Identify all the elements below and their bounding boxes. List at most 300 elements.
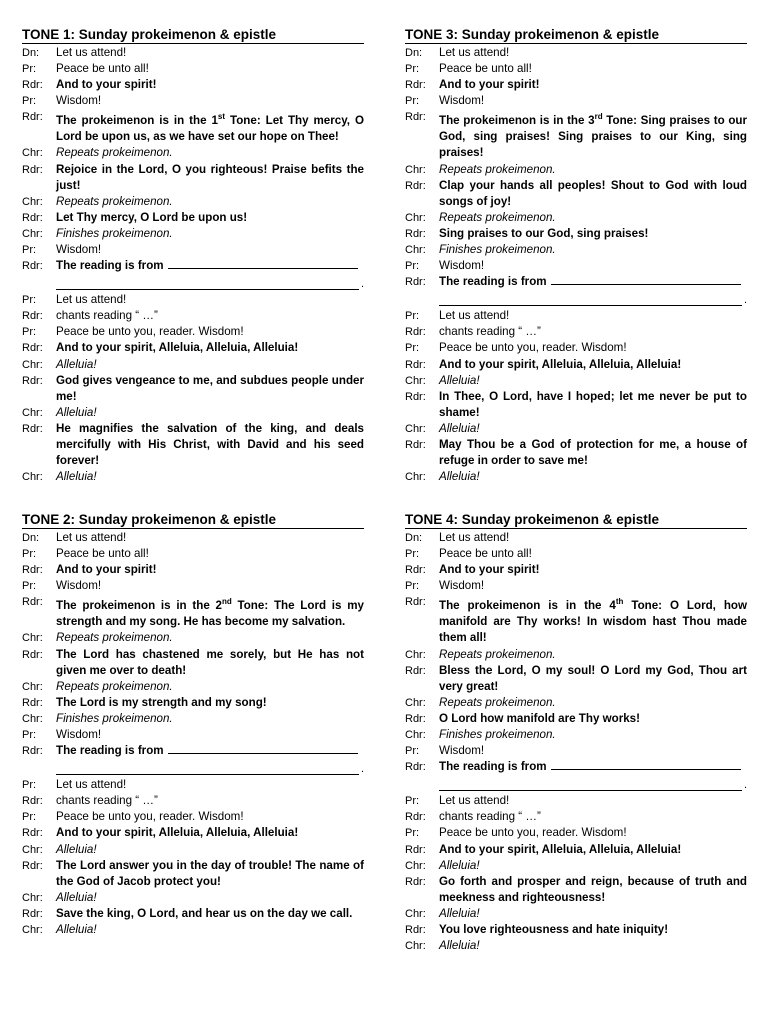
line-text bbox=[439, 93, 747, 109]
blank-period: . bbox=[743, 779, 747, 792]
dialogue-line bbox=[22, 405, 364, 421]
line-text bbox=[439, 793, 747, 809]
speaker-label: Chr: bbox=[405, 859, 426, 872]
dialogue-line bbox=[405, 562, 747, 578]
line-text-content: Alleluia! bbox=[439, 373, 480, 387]
speaker-label: Rdr: bbox=[405, 179, 426, 192]
line-text-content: Clap your hands all peoples! Shout to God with loud songs of joy! bbox=[439, 178, 747, 208]
speaker-label: Chr: bbox=[22, 680, 43, 693]
line-text-content: And to your spirit! bbox=[56, 563, 157, 577]
dialogue-line bbox=[22, 842, 364, 858]
dialogue-line bbox=[22, 695, 364, 711]
dialogue-line bbox=[405, 389, 747, 421]
line-text-content: May Thou be a God of protection for me, a house of refuge in order to save me! bbox=[439, 438, 747, 468]
dialogue-line bbox=[405, 546, 747, 562]
line-text-content: Wisdom! bbox=[439, 744, 485, 758]
dialogue-line bbox=[405, 793, 747, 809]
line-text-content: The prokeimenon is in the 3rd Tone: Sing praises to our God, sing praises! Sing praises to our King, sing praises! bbox=[439, 112, 747, 160]
dialogue-line bbox=[405, 61, 747, 77]
line-text bbox=[56, 357, 364, 373]
speaker-label: Chr: bbox=[22, 195, 43, 208]
speaker-label: Rdr: bbox=[22, 422, 43, 435]
speaker-label: Chr: bbox=[405, 940, 426, 953]
line-text-content: Peace be unto all! bbox=[439, 62, 532, 76]
blank-period: . bbox=[360, 763, 364, 776]
dialogue-line bbox=[405, 922, 747, 938]
speaker-label: Pr: bbox=[22, 580, 37, 593]
speaker-label: Chr: bbox=[405, 374, 426, 387]
blank-underline bbox=[56, 762, 359, 775]
line-text-content: Peace be unto you, reader. Wisdom! bbox=[56, 325, 244, 339]
dialogue-line bbox=[405, 324, 747, 340]
line-text bbox=[56, 421, 364, 469]
line-text-content: Wisdom! bbox=[56, 727, 102, 741]
line-text bbox=[439, 242, 747, 258]
dialogue-line bbox=[22, 340, 364, 356]
line-text bbox=[439, 258, 747, 274]
line-text-content: In Thee, O Lord, have I hoped; let me never be put to shame! bbox=[439, 389, 747, 419]
line-text bbox=[56, 743, 364, 759]
dialogue-line bbox=[22, 373, 364, 405]
speaker-label: Pr: bbox=[22, 63, 37, 76]
blank-period: . bbox=[743, 294, 747, 307]
speaker-label: Chr: bbox=[22, 712, 43, 725]
speaker-label: Pr: bbox=[22, 779, 37, 792]
dialogue-line bbox=[405, 45, 747, 61]
line-text bbox=[439, 727, 747, 743]
section-title: TONE 1: Sunday prokeimenon & epistle bbox=[22, 27, 364, 44]
line-text-content: Alleluia! bbox=[56, 923, 97, 937]
line-text bbox=[439, 210, 747, 226]
line-text bbox=[56, 162, 364, 194]
line-text bbox=[56, 61, 364, 77]
line-text bbox=[56, 562, 364, 578]
speaker-label: Dn: bbox=[22, 532, 40, 544]
line-text bbox=[56, 793, 364, 809]
line-text bbox=[56, 340, 364, 356]
dialogue-line bbox=[22, 727, 364, 743]
speaker-label: Dn: bbox=[405, 532, 423, 544]
dialogue-line bbox=[405, 242, 747, 258]
dialogue-line bbox=[405, 469, 747, 485]
line-text-content: You love righteousness and hate iniquity! bbox=[439, 923, 669, 937]
line-text bbox=[56, 842, 364, 858]
line-text-content: Wisdom! bbox=[439, 94, 485, 108]
dialogue-line bbox=[405, 437, 747, 469]
dialogue-line bbox=[405, 825, 747, 841]
line-text bbox=[439, 922, 747, 938]
dialogue-line bbox=[22, 562, 364, 578]
line-text bbox=[439, 162, 747, 178]
line-text-content: And to your spirit, Alleluia, Alleluia, Alleluia! bbox=[439, 842, 682, 856]
speaker-label: Rdr: bbox=[405, 596, 426, 609]
speaker-label: Rdr: bbox=[22, 374, 43, 387]
line-text-content: Wisdom! bbox=[56, 579, 102, 593]
dialogue-line bbox=[405, 93, 747, 109]
speaker-label: Pr: bbox=[22, 243, 37, 256]
speaker-label: Rdr: bbox=[405, 358, 426, 371]
line-text bbox=[56, 630, 364, 646]
reading-blank bbox=[551, 274, 741, 285]
reading-blank bbox=[168, 258, 358, 269]
line-text-content: Let us attend! bbox=[56, 778, 127, 792]
speaker-label: Pr: bbox=[405, 745, 420, 758]
line-text bbox=[439, 469, 747, 485]
line-text-content: The Lord has chastened me sorely, but He has not given me over to death! bbox=[56, 647, 364, 677]
line-text bbox=[56, 93, 364, 109]
dialogue-line bbox=[22, 210, 364, 226]
line-text bbox=[56, 145, 364, 161]
dialogue-line bbox=[22, 890, 364, 906]
line-text-content: Finishes prokeimenon. bbox=[56, 226, 173, 240]
line-text-content: The prokeimenon is in the 1st Tone: Let Thy mercy, O Lord be upon us, as we have set our hope on Thee! bbox=[56, 112, 364, 144]
speaker-label: Rdr: bbox=[405, 811, 426, 824]
dialogue-line bbox=[405, 711, 747, 727]
line-text-content: Alleluia! bbox=[56, 470, 97, 484]
speaker-label: Rdr: bbox=[22, 827, 43, 840]
line-text bbox=[439, 647, 747, 663]
reading-blank-line bbox=[439, 290, 747, 306]
line-text-content: Let us attend! bbox=[56, 531, 127, 544]
speaker-label: Pr: bbox=[405, 260, 420, 273]
line-text-content: Repeats prokeimenon. bbox=[439, 210, 556, 224]
line-text-content: Alleluia! bbox=[56, 842, 97, 856]
line-text-content: Repeats prokeimenon. bbox=[56, 146, 173, 160]
line-text bbox=[439, 437, 747, 469]
line-text bbox=[439, 77, 747, 93]
speaker-label: Chr: bbox=[405, 696, 426, 709]
dialogue-line bbox=[405, 874, 747, 906]
dialogue-line bbox=[405, 759, 747, 775]
line-text bbox=[439, 578, 747, 594]
section-title: TONE 2: Sunday prokeimenon & epistle bbox=[22, 512, 364, 529]
speaker-label: Rdr: bbox=[405, 564, 426, 577]
dialogue-line bbox=[405, 530, 747, 546]
line-text bbox=[439, 546, 747, 562]
speaker-label: Rdr: bbox=[405, 712, 426, 725]
line-text bbox=[56, 594, 364, 630]
line-text-content: Alleluia! bbox=[56, 357, 97, 371]
dialogue-line bbox=[405, 727, 747, 743]
line-text-content: Alleluia! bbox=[439, 939, 480, 953]
line-text-content: The reading is from bbox=[56, 744, 164, 758]
line-text-content: Sing praises to our God, sing praises! bbox=[439, 226, 649, 240]
speaker-label: Chr: bbox=[405, 163, 426, 176]
speaker-label: Rdr: bbox=[405, 111, 426, 124]
speaker-label: Pr: bbox=[22, 548, 37, 561]
line-text-content: Wisdom! bbox=[439, 259, 485, 273]
speaker-label: Rdr: bbox=[405, 843, 426, 856]
line-text bbox=[439, 226, 747, 242]
line-text-content: Repeats prokeimenon. bbox=[439, 695, 556, 709]
dialogue-line bbox=[22, 324, 364, 340]
line-text-content: Peace be unto you, reader. Wisdom! bbox=[439, 826, 627, 840]
line-text bbox=[56, 469, 364, 485]
dialogue-line bbox=[405, 210, 747, 226]
line-text bbox=[56, 45, 364, 61]
line-text bbox=[56, 711, 364, 727]
dialogue-line bbox=[405, 594, 747, 646]
line-text bbox=[56, 858, 364, 890]
line-text bbox=[56, 578, 364, 594]
speaker-label: Chr: bbox=[405, 907, 426, 920]
line-text bbox=[439, 759, 747, 775]
line-text bbox=[56, 324, 364, 340]
speaker-label: Pr: bbox=[22, 811, 37, 824]
speaker-label: Pr: bbox=[405, 827, 420, 840]
speaker-label: Rdr: bbox=[405, 439, 426, 452]
line-text-content: Let us attend! bbox=[439, 794, 510, 808]
line-text bbox=[56, 405, 364, 421]
line-text bbox=[439, 178, 747, 210]
speaker-label: Chr: bbox=[405, 648, 426, 661]
speaker-label: Pr: bbox=[22, 95, 37, 108]
dialogue-line bbox=[22, 45, 364, 61]
speaker-label: Rdr: bbox=[405, 79, 426, 92]
line-text bbox=[56, 373, 364, 405]
line-text bbox=[56, 258, 364, 274]
line-text-content: Finishes prokeimenon. bbox=[56, 711, 173, 725]
dialogue-line bbox=[22, 61, 364, 77]
line-text bbox=[56, 292, 364, 308]
dialogue-line bbox=[22, 546, 364, 562]
dialogue-line bbox=[22, 711, 364, 727]
speaker-label: Rdr: bbox=[22, 795, 43, 808]
dialogue-line bbox=[22, 109, 364, 145]
speaker-label: Rdr: bbox=[22, 310, 43, 323]
speaker-label: Chr: bbox=[22, 471, 43, 484]
line-text-content: Peace be unto all! bbox=[56, 547, 149, 561]
line-text bbox=[439, 825, 747, 841]
reading-blank-line bbox=[439, 775, 747, 791]
line-text bbox=[56, 242, 364, 258]
line-text-content: Let us attend! bbox=[56, 46, 127, 59]
dialogue-line bbox=[22, 858, 364, 890]
line-text bbox=[439, 594, 747, 646]
line-text-content: Peace be unto you, reader. Wisdom! bbox=[56, 810, 244, 824]
line-text-content: Repeats prokeimenon. bbox=[56, 679, 173, 693]
line-text bbox=[439, 308, 747, 324]
dialogue-line bbox=[405, 842, 747, 858]
speaker-label: Rdr: bbox=[405, 276, 426, 289]
line-text bbox=[439, 530, 747, 546]
dialogue-line bbox=[22, 308, 364, 324]
line-text-content: Wisdom! bbox=[56, 94, 102, 108]
blank-underline bbox=[439, 778, 742, 791]
line-text bbox=[439, 842, 747, 858]
dialogue-line bbox=[405, 373, 747, 389]
line-text-content: Peace be unto all! bbox=[56, 62, 149, 76]
line-text bbox=[439, 274, 747, 290]
line-text-content: The reading is from bbox=[56, 259, 164, 273]
line-text-content: The Lord answer you in the day of trouble! The name of the God of Jacob protect you! bbox=[56, 858, 364, 888]
line-text bbox=[56, 727, 364, 743]
section-title: TONE 3: Sunday prokeimenon & epistle bbox=[405, 27, 747, 44]
dialogue-line bbox=[405, 906, 747, 922]
dialogue-line bbox=[405, 340, 747, 356]
line-text-content: Alleluia! bbox=[439, 858, 480, 872]
line-text-content: Wisdom! bbox=[56, 242, 102, 256]
line-text-content: Let us attend! bbox=[439, 46, 510, 59]
speaker-label: Pr: bbox=[405, 95, 420, 108]
dialogue-line bbox=[22, 793, 364, 809]
section-title: TONE 4: Sunday prokeimenon & epistle bbox=[405, 512, 747, 529]
line-text bbox=[56, 809, 364, 825]
dialogue-line bbox=[405, 695, 747, 711]
speaker-label: Rdr: bbox=[22, 648, 43, 661]
speaker-label: Rdr: bbox=[405, 761, 426, 774]
line-text bbox=[439, 109, 747, 161]
line-text bbox=[56, 109, 364, 145]
line-text-content: And to your spirit! bbox=[439, 563, 540, 577]
line-text bbox=[439, 858, 747, 874]
line-text bbox=[56, 922, 364, 938]
speaker-label: Chr: bbox=[405, 422, 426, 435]
dialogue-line bbox=[405, 858, 747, 874]
dialogue-line bbox=[405, 226, 747, 242]
line-text-content: Peace be unto you, reader. Wisdom! bbox=[439, 341, 627, 355]
speaker-label: Rdr: bbox=[405, 227, 426, 240]
speaker-label: Pr: bbox=[405, 342, 420, 355]
speaker-label: Rdr: bbox=[405, 875, 426, 888]
dialogue-line bbox=[22, 679, 364, 695]
dialogue-line bbox=[22, 777, 364, 793]
line-text-content: Finishes prokeimenon. bbox=[439, 727, 556, 741]
line-text-content: Go forth and prosper and reign, because of truth and meekness and righteousness! bbox=[439, 874, 747, 904]
line-text-content: And to your spirit, Alleluia, Alleluia, Alleluia! bbox=[439, 357, 682, 371]
dialogue-line bbox=[22, 630, 364, 646]
speaker-label: Dn: bbox=[405, 47, 423, 59]
line-text bbox=[439, 340, 747, 356]
speaker-label: Pr: bbox=[405, 63, 420, 76]
line-text-content: Let us attend! bbox=[56, 293, 127, 307]
dialogue-line bbox=[22, 825, 364, 841]
speaker-label: Chr: bbox=[22, 147, 43, 160]
speaker-label: Rdr: bbox=[22, 745, 43, 758]
line-text-content: And to your spirit! bbox=[439, 78, 540, 92]
dialogue-line bbox=[405, 357, 747, 373]
speaker-label: Rdr: bbox=[22, 111, 43, 124]
dialogue-line bbox=[405, 938, 747, 954]
speaker-label: Chr: bbox=[405, 211, 426, 224]
dialogue-line bbox=[22, 226, 364, 242]
blank-underline bbox=[439, 293, 742, 306]
speaker-label: Rdr: bbox=[405, 924, 426, 937]
speaker-label: Chr: bbox=[405, 471, 426, 484]
speaker-label: Pr: bbox=[22, 294, 37, 307]
line-text-content: Peace be unto all! bbox=[439, 547, 532, 561]
line-text bbox=[56, 777, 364, 793]
speaker-label: Chr: bbox=[22, 843, 43, 856]
speaker-label: Chr: bbox=[22, 358, 43, 371]
line-text bbox=[439, 357, 747, 373]
line-text bbox=[56, 546, 364, 562]
line-text bbox=[56, 210, 364, 226]
line-text bbox=[56, 695, 364, 711]
line-text bbox=[439, 562, 747, 578]
speaker-label: Rdr: bbox=[405, 664, 426, 677]
dialogue-line bbox=[405, 578, 747, 594]
tone-3-section bbox=[405, 27, 747, 485]
tone-4-section bbox=[405, 512, 747, 954]
line-text bbox=[439, 389, 747, 421]
blank-underline bbox=[56, 277, 359, 290]
line-text-content: Alleluia! bbox=[439, 470, 480, 484]
line-text-content: The prokeimenon is in the 4th Tone: O Lord, how manifold are Thy works! In wisdom hast Thou made them all! bbox=[439, 597, 747, 645]
dialogue-line bbox=[405, 178, 747, 210]
line-text bbox=[439, 809, 747, 825]
dialogue-line bbox=[22, 145, 364, 161]
line-text-content: Repeats prokeimenon. bbox=[56, 631, 173, 645]
speaker-label: Rdr: bbox=[22, 907, 43, 920]
line-text bbox=[439, 663, 747, 695]
dialogue-line bbox=[22, 162, 364, 194]
line-text-content: Let us attend! bbox=[439, 309, 510, 323]
line-text-content: Repeats prokeimenon. bbox=[56, 194, 173, 208]
speaker-label: Rdr: bbox=[22, 342, 43, 355]
line-text bbox=[439, 906, 747, 922]
speaker-label: Pr: bbox=[22, 326, 37, 339]
line-text-content: chants reading “ …” bbox=[56, 309, 158, 323]
speaker-label: Chr: bbox=[22, 406, 43, 419]
line-text-content: O Lord how manifold are Thy works! bbox=[439, 711, 640, 725]
speaker-label: Chr: bbox=[22, 632, 43, 645]
line-text bbox=[56, 77, 364, 93]
speaker-label: Rdr: bbox=[22, 564, 43, 577]
dialogue-line bbox=[22, 258, 364, 274]
speaker-label: Rdr: bbox=[22, 163, 43, 176]
line-text-content: chants reading “ …” bbox=[439, 325, 541, 339]
line-text-content: Repeats prokeimenon. bbox=[439, 647, 556, 661]
dialogue-line bbox=[22, 743, 364, 759]
tone-1-section bbox=[22, 27, 364, 485]
line-text-content: Alleluia! bbox=[56, 890, 97, 904]
dialogue-line bbox=[22, 922, 364, 938]
line-text-content: God gives vengeance to me, and subdues people under me! bbox=[56, 373, 364, 403]
speaker-label: Rdr: bbox=[22, 79, 43, 92]
speaker-label: Pr: bbox=[405, 310, 420, 323]
speaker-label: Rdr: bbox=[405, 390, 426, 403]
dialogue-line bbox=[405, 421, 747, 437]
dialogue-line bbox=[405, 663, 747, 695]
line-text-content: And to your spirit, Alleluia, Alleluia, Alleluia! bbox=[56, 341, 299, 355]
dialogue-line bbox=[405, 109, 747, 161]
line-text-content: Alleluia! bbox=[439, 421, 480, 435]
speaker-label: Pr: bbox=[405, 795, 420, 808]
line-text-content: And to your spirit! bbox=[56, 78, 157, 92]
speaker-label: Chr: bbox=[405, 728, 426, 741]
blank-period: . bbox=[360, 278, 364, 291]
dialogue-line bbox=[22, 93, 364, 109]
dialogue-line bbox=[22, 469, 364, 485]
line-text bbox=[56, 679, 364, 695]
line-text-content: The reading is from bbox=[439, 760, 547, 774]
speaker-label: Rdr: bbox=[22, 596, 43, 609]
line-text-content: Let Thy mercy, O Lord be upon us! bbox=[56, 210, 248, 224]
dialogue-line bbox=[405, 647, 747, 663]
line-text bbox=[439, 421, 747, 437]
speaker-label: Rdr: bbox=[22, 859, 43, 872]
line-text bbox=[439, 711, 747, 727]
reading-blank bbox=[168, 743, 358, 754]
line-text bbox=[56, 825, 364, 841]
dialogue-line bbox=[22, 647, 364, 679]
dialogue-line bbox=[22, 530, 364, 546]
dialogue-line bbox=[405, 162, 747, 178]
dialogue-line bbox=[405, 308, 747, 324]
speaker-label: Dn: bbox=[22, 47, 40, 59]
dialogue-line bbox=[405, 743, 747, 759]
